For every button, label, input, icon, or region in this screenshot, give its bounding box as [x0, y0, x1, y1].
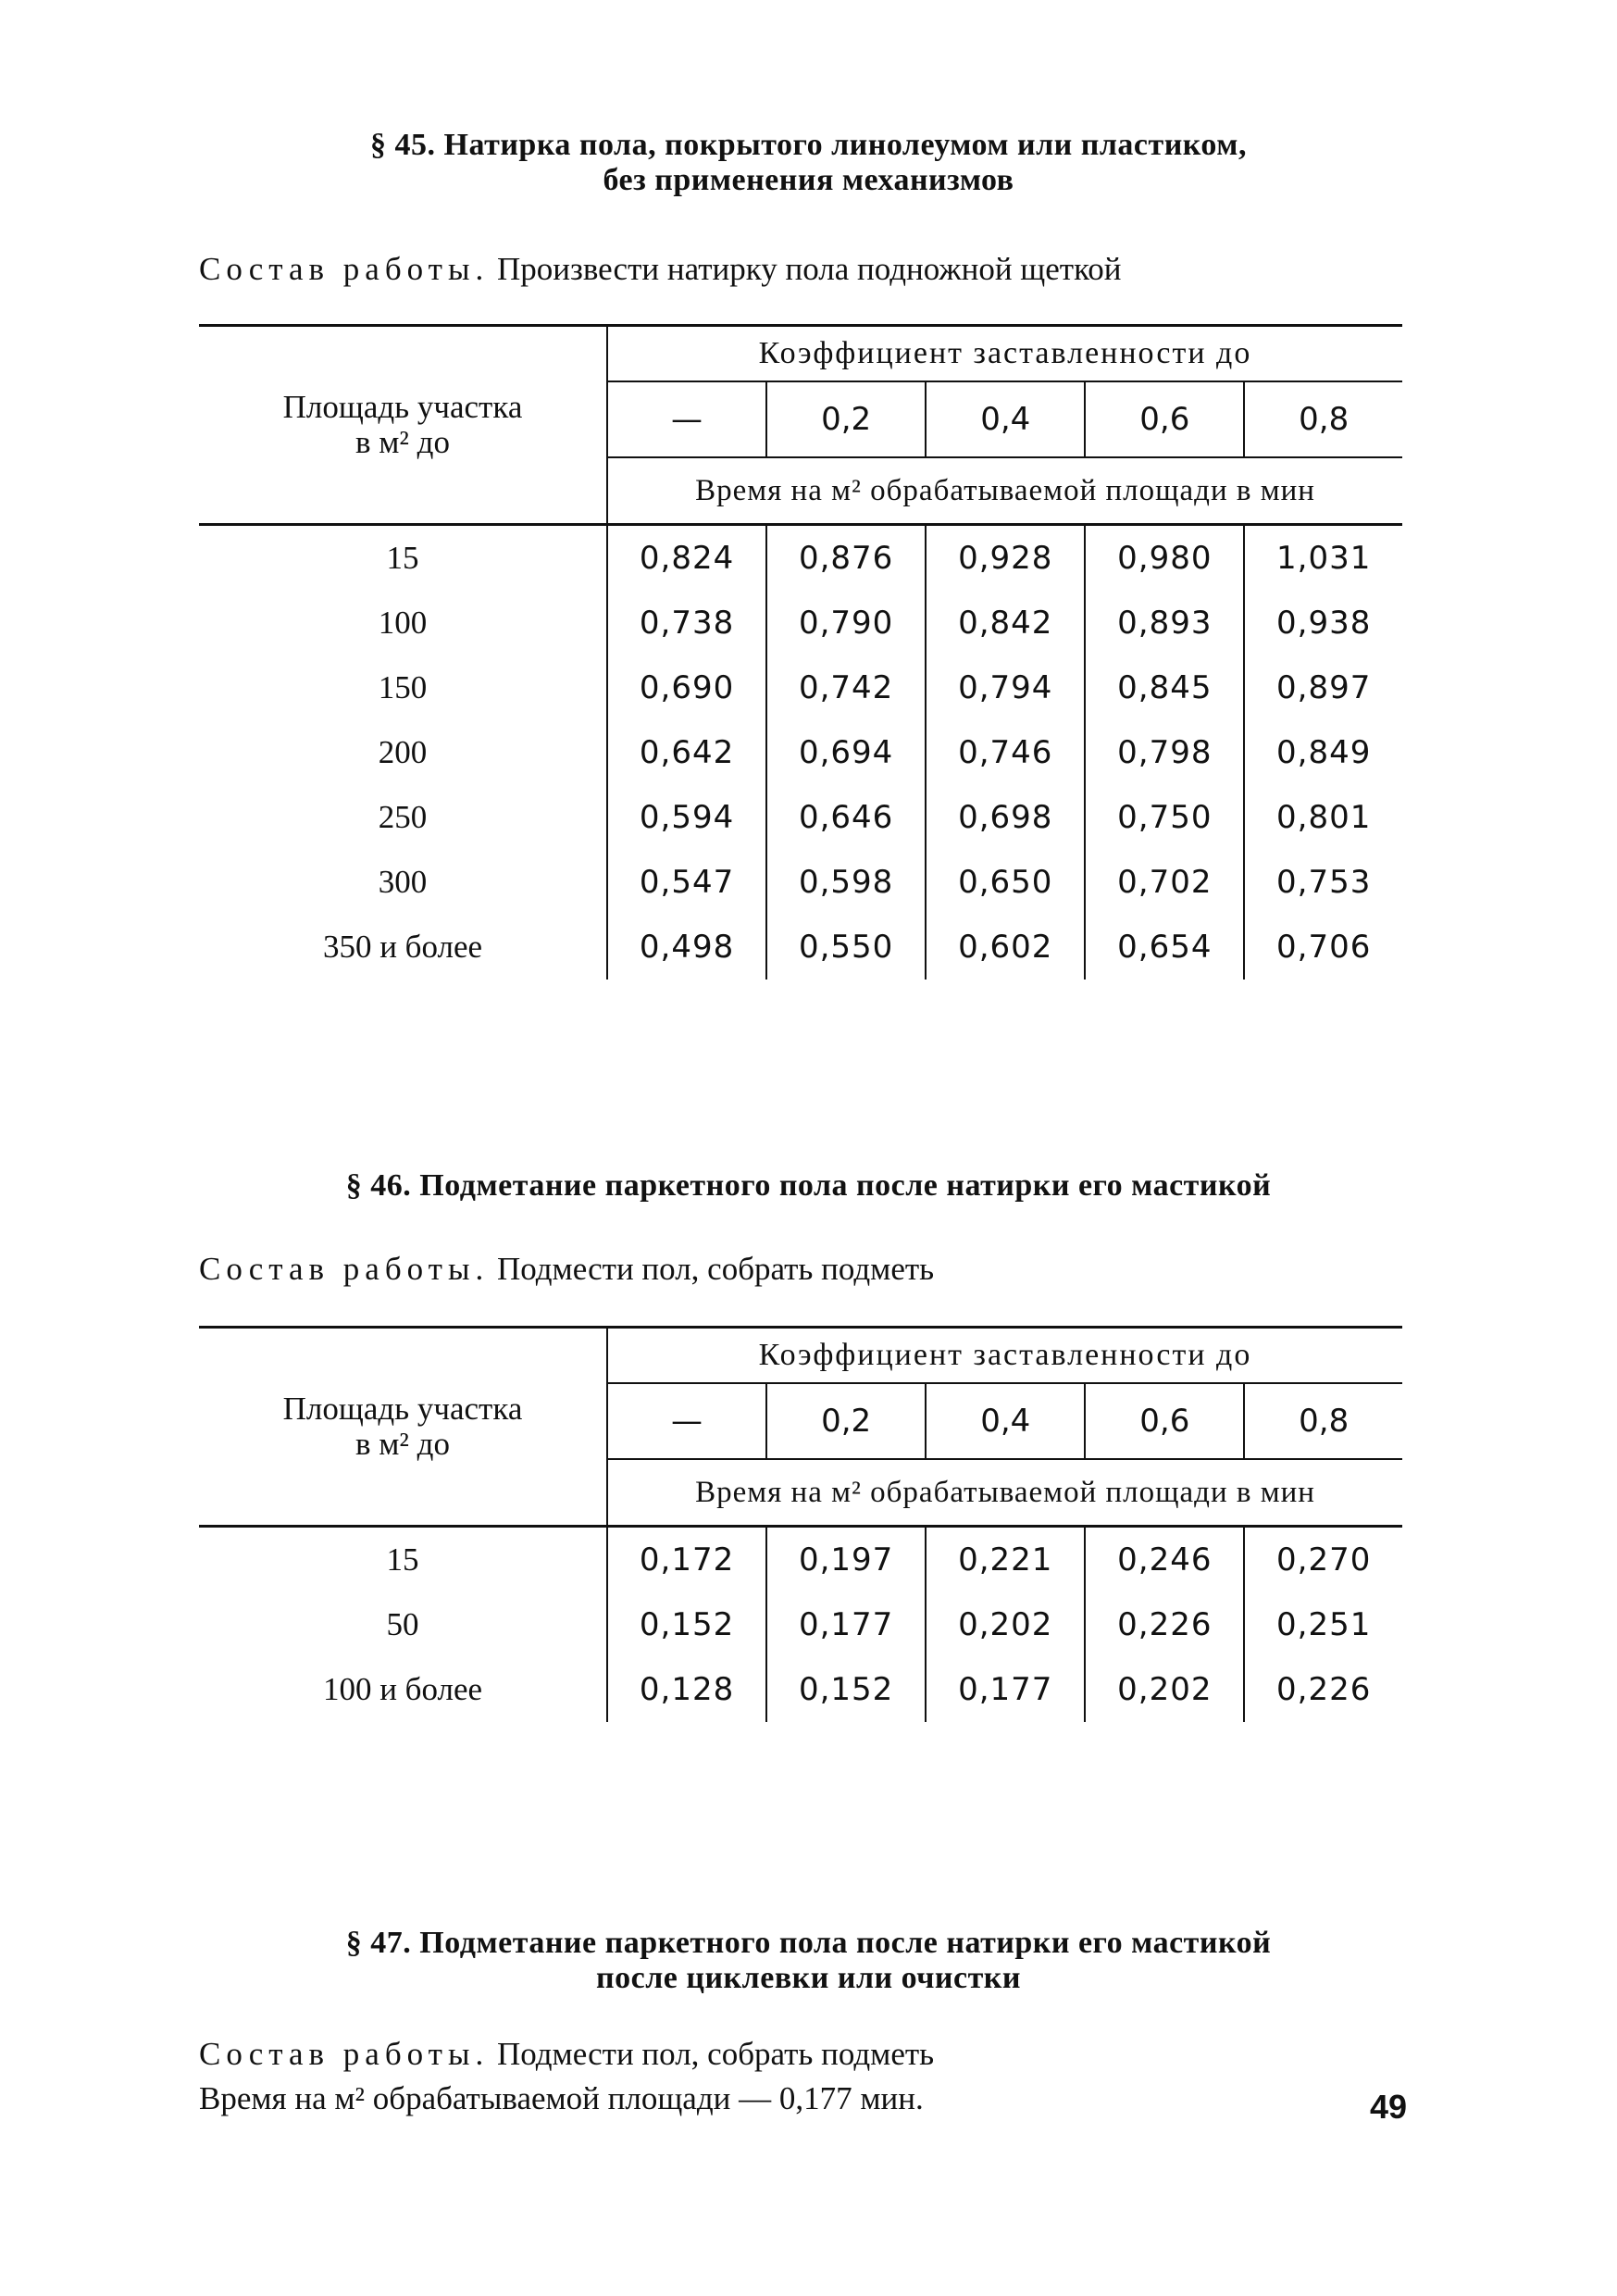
area-cell: 200 — [199, 720, 607, 785]
coefficient-column-4: 0,8 — [1244, 381, 1402, 457]
time-value-cell: 0,550 — [766, 915, 926, 980]
area-column-header — [199, 326, 607, 525]
coefficient-column-2: 0,4 — [926, 381, 1085, 457]
time-value-cell: 0,602 — [926, 915, 1085, 980]
time-value-cell: 0,842 — [926, 591, 1085, 655]
time-value-cell: 0,128 — [639, 1671, 735, 1708]
time-value-cell: 0,251 — [1244, 1592, 1402, 1657]
time-value-cell: 0,897 — [1244, 655, 1402, 720]
table-row — [199, 1527, 1402, 1593]
s47-heading-line-2: после циклевки или очистки — [596, 1961, 1021, 1995]
time-value-cell: 0,246 — [1085, 1527, 1244, 1593]
time-value-cell: 0,706 — [1244, 915, 1402, 980]
area-column-header — [199, 1328, 607, 1527]
time-value-cell: 0,753 — [1244, 850, 1402, 915]
time-value-cell: 0,824 — [639, 540, 735, 577]
area-cell: 300 — [199, 850, 607, 915]
area-cell: 15 — [199, 1527, 607, 1593]
coefficient-column-2: 0,4 — [926, 1383, 1085, 1459]
s46-work-text: Подмести пол, собрать подметь — [489, 1251, 935, 1287]
s46-norm-table — [199, 1326, 1402, 1722]
time-value-cell: 0,202 — [1085, 1657, 1244, 1722]
area-header-line-2: в м² до — [355, 424, 450, 460]
coefficient-header: Коэффициент заставленности до — [607, 326, 1402, 382]
s45-work-label: Состав работы. — [199, 251, 490, 287]
time-value-cell: 0,928 — [926, 525, 1085, 592]
table-row — [199, 591, 1402, 655]
time-header: Время на м² обрабатываемой площади в мин — [695, 1475, 1315, 1509]
area-cell: 15 — [199, 525, 607, 592]
time-value-cell: 0,270 — [1244, 1527, 1402, 1593]
time-value-cell: 0,690 — [639, 669, 735, 706]
time-value-cell: 0,547 — [639, 864, 735, 901]
time-value-cell: 1,031 — [1244, 525, 1402, 592]
time-value-cell: 0,646 — [766, 785, 926, 850]
s45-heading — [0, 128, 1617, 198]
page-number: 49 — [1370, 2088, 1408, 2126]
time-value-cell: 0,794 — [926, 655, 1085, 720]
table-row — [199, 525, 1402, 592]
table-row — [199, 720, 1402, 785]
time-value-cell: 0,172 — [639, 1541, 735, 1578]
time-value-cell: 0,654 — [1085, 915, 1244, 980]
s47-work-label: Состав работы. — [199, 2036, 490, 2072]
time-value-cell: 0,893 — [1085, 591, 1244, 655]
table-row — [199, 785, 1402, 850]
time-value-cell: 0,598 — [766, 850, 926, 915]
coefficient-column-1: 0,2 — [766, 381, 926, 457]
area-cell: 250 — [199, 785, 607, 850]
area-header-line-1: Площадь участка — [282, 389, 523, 425]
coefficient-column-0: — — [607, 1383, 766, 1459]
s45-heading-line-1: § 45. Натирка пола, покрытого линолеумом или пластиком, — [370, 128, 1247, 162]
s45-work-composition — [199, 250, 1122, 289]
s45-norm-table — [199, 324, 1402, 980]
time-value-cell: 0,177 — [926, 1657, 1085, 1722]
time-header: Время на м² обрабатываемой площади в мин — [695, 473, 1315, 507]
time-value-cell: 0,694 — [766, 720, 926, 785]
coefficient-header: Коэффициент заставленности до — [607, 1328, 1402, 1384]
time-value-cell: 0,177 — [766, 1592, 926, 1657]
table-row — [199, 1657, 1402, 1722]
s47-heading-line-1: § 47. Подметание паркетного пола после натирки его мастикой — [345, 1926, 1272, 1960]
table-row — [199, 915, 1402, 980]
time-value-cell: 0,742 — [766, 655, 926, 720]
time-value-cell: 0,152 — [639, 1606, 735, 1643]
time-value-cell: 0,698 — [926, 785, 1085, 850]
coefficient-column-4: 0,8 — [1244, 1383, 1402, 1459]
area-header-line-1: Площадь участка — [282, 1391, 523, 1427]
area-cell: 350 и более — [199, 915, 607, 980]
area-cell: 150 — [199, 655, 607, 720]
time-value-cell: 0,702 — [1085, 850, 1244, 915]
time-value-cell: 0,938 — [1244, 591, 1402, 655]
time-value-cell: 0,798 — [1085, 720, 1244, 785]
time-value-cell: 0,750 — [1085, 785, 1244, 850]
coefficient-column-1: 0,2 — [766, 1383, 926, 1459]
time-value-cell: 0,226 — [1085, 1592, 1244, 1657]
time-value-cell: 0,498 — [639, 929, 735, 966]
time-value-cell: 0,845 — [1085, 655, 1244, 720]
coefficient-column-3: 0,6 — [1085, 381, 1244, 457]
time-value-cell: 0,876 — [766, 525, 926, 592]
s47-work-composition — [199, 2033, 934, 2076]
time-value-cell: 0,226 — [1244, 1657, 1402, 1722]
s47-time-line: Время на м² обрабатываемой площади — 0,177 мин. — [199, 2080, 924, 2116]
time-value-cell: 0,738 — [639, 605, 735, 642]
s46-heading — [0, 1168, 1617, 1204]
time-value-cell: 0,594 — [639, 799, 735, 836]
s45-work-text: Произвести натирку пола подножной щеткой — [489, 251, 1122, 287]
coefficient-column-0: — — [607, 381, 766, 457]
area-cell: 50 — [199, 1592, 607, 1657]
s46-work-composition — [199, 1250, 934, 1289]
time-value-cell: 0,746 — [926, 720, 1085, 785]
table-row — [199, 655, 1402, 720]
area-header-line-2: в м² до — [355, 1426, 450, 1462]
area-cell: 100 — [199, 591, 607, 655]
time-value-cell: 0,221 — [926, 1527, 1085, 1593]
table-row — [199, 1592, 1402, 1657]
time-value-cell: 0,801 — [1244, 785, 1402, 850]
s46-heading-line-1: § 46. Подметание паркетного пола после натирки его мастикой — [345, 1168, 1272, 1203]
time-value-cell: 0,980 — [1085, 525, 1244, 592]
area-cell: 100 и более — [199, 1657, 607, 1722]
table-row — [199, 850, 1402, 915]
time-value-cell: 0,197 — [766, 1527, 926, 1593]
coefficient-column-3: 0,6 — [1085, 1383, 1244, 1459]
time-value-cell: 0,152 — [766, 1657, 926, 1722]
time-value-cell: 0,790 — [766, 591, 926, 655]
time-value-cell: 0,642 — [639, 734, 735, 771]
time-value-cell: 0,202 — [926, 1592, 1085, 1657]
time-value-cell: 0,650 — [926, 850, 1085, 915]
s46-work-label: Состав работы. — [199, 1251, 490, 1287]
time-value-cell: 0,849 — [1244, 720, 1402, 785]
s47-work-text: Подмести пол, собрать подметь — [489, 2036, 935, 2072]
s45-heading-line-2: без применения механизмов — [603, 163, 1014, 197]
s47-heading — [0, 1926, 1617, 1996]
